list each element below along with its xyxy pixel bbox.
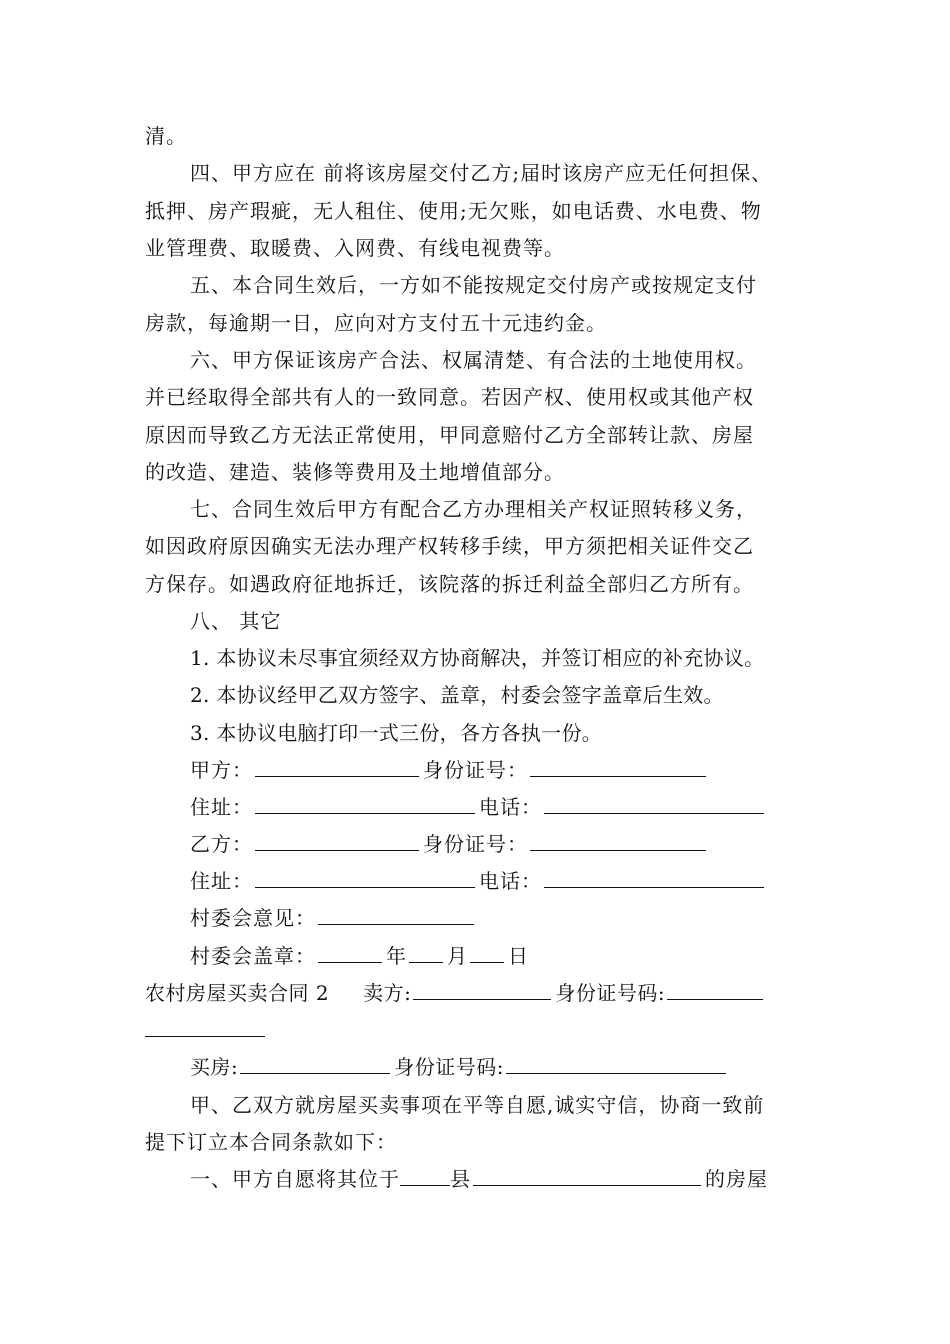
location-blank[interactable] [473,1167,701,1186]
village-opinion-blank[interactable] [318,906,474,925]
party-a-address-blank[interactable] [255,795,475,814]
clause-6-line4: 的改造、建造、装修等费用及土地增值部分。 [145,460,565,484]
contract2-intro-line1: 甲、乙双方就房屋买卖事项在平等自愿,诚实守信，协商一致前 [190,1093,765,1117]
clause-4-line1: 四、甲方应在 前将该房屋交付乙方;届时该房产应无任何担保、 [190,161,773,185]
party-a-id-blank[interactable] [530,758,706,777]
seller-id-continuation [145,1017,815,1043]
buyer-row [190,1054,860,1080]
clause-8-item1: 1. 本协议未尽事宜须经双方协商解决，并签订相应的补充协议。 [190,646,765,670]
party-a-label: 甲方： [190,758,253,782]
buyer-id-label: 身份证号码: [394,1055,504,1079]
party-a-address-row [190,794,860,820]
clause-7-line1: 七、合同生效后甲方有配合乙方办理相关产权证照转移义务， [190,497,757,521]
text-line: 清。 [145,124,187,148]
contract2-title: 农村房屋买卖合同 2 [145,981,330,1005]
village-opinion-row [190,905,860,931]
month-label: 月 [447,944,468,968]
seller-id-blank-cont[interactable] [145,1018,265,1037]
village-seal-label: 村委会盖章： [190,944,316,968]
phone-label: 电话： [479,869,542,893]
party-b-address-blank[interactable] [255,869,475,888]
clause-6-line3: 原因而导致乙方无法正常使用，甲同意赔付乙方全部转让款、房屋 [145,423,754,447]
year-blank[interactable] [318,944,382,963]
clause-4-line2: 抵押、房产瑕疵，无人租住、使用;无欠账，如电话费、水电费、物 [145,199,762,223]
seller-id-label: 身份证号码: [555,981,666,1005]
party-a-row [190,757,860,783]
village-seal-row [190,943,860,969]
day-label: 日 [508,944,529,968]
seller-id-blank[interactable] [667,981,763,1000]
clause-6-line2: 并已经取得全部共有人的一致同意。若因产权、使用权或其他产权 [145,385,754,409]
seller-label: 卖方: [363,981,412,1005]
county-blank[interactable] [400,1167,450,1186]
buyer-label: 买房: [190,1055,239,1079]
buyer-blank[interactable] [240,1055,390,1074]
id-no-label: 身份证号： [423,758,528,782]
party-a-phone-blank[interactable] [544,795,764,814]
contract2-article1 [190,1166,860,1192]
address-label: 住址： [190,869,253,893]
party-b-address-row [190,868,860,894]
article1-part-c: 的房屋 [705,1167,768,1191]
clause-8-item3: 3. 本协议电脑打印一式三份，各方各执一份。 [190,721,603,745]
clause-4-line3: 业管理费、取暖费、入网费、有线电视费等。 [145,236,565,260]
clause-7-line2: 如因政府原因确实无法办理产权转移手续，甲方须把相关证件交乙 [145,534,754,558]
address-label: 住址： [190,795,253,819]
clause-5-line1: 五、本合同生效后，一方如不能按规定交付房产或按规定支付 [190,273,757,297]
year-label: 年 [386,944,407,968]
party-b-label: 乙方： [190,832,253,856]
party-b-phone-blank[interactable] [544,869,764,888]
party-a-blank[interactable] [255,758,419,777]
party-b-id-blank[interactable] [530,832,706,851]
id-no-label: 身份证号： [423,832,528,856]
village-opinion-label: 村委会意见： [190,906,316,930]
party-b-blank[interactable] [255,832,419,851]
clause-7-line3: 方保存。如遇政府征地拆迁，该院落的拆迁利益全部归乙方所有。 [145,572,754,596]
article1-part-a: 一、甲方自愿将其位于 [190,1167,400,1191]
clause-8-item2: 2. 本协议经甲乙双方签字、盖章，村委会签字盖章后生效。 [190,683,724,707]
clause-8-heading: 八、 其它 [190,609,282,633]
clause-6-line1: 六、甲方保证该房产合法、权属清楚、有合法的土地使用权。 [190,348,757,372]
contract2-header-row [145,980,825,1006]
article1-part-b: 县 [450,1167,471,1191]
party-b-row [190,831,860,857]
buyer-id-blank[interactable] [506,1055,726,1074]
phone-label: 电话： [479,795,542,819]
day-blank[interactable] [470,944,504,963]
contract2-intro-line2: 提下订立本合同条款如下： [145,1130,397,1154]
seller-blank[interactable] [413,981,551,1000]
month-blank[interactable] [409,944,443,963]
clause-5-line2: 房款，每逾期一日，应向对方支付五十元违约金。 [145,311,607,335]
